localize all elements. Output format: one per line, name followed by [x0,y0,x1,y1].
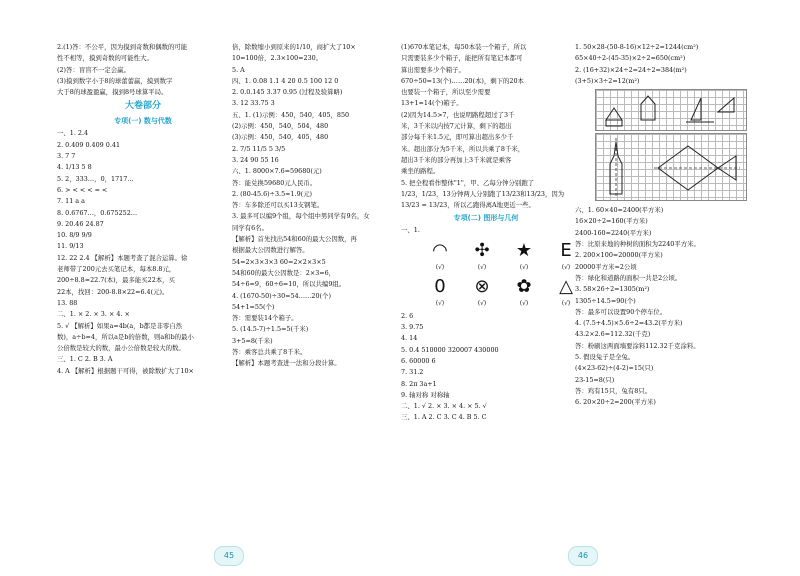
shape-mark: (√) [477,263,487,271]
page-number-right: 46 [568,546,598,566]
text-line: 54和60的最大公因数是：2×3=6， [232,268,336,277]
text-line: 10. 8/9 9/9 [57,231,92,240]
text-line: 二、1. √ 2. × 3. × 4. × 5. √ [401,402,487,411]
text-line: 12. 22 2.4 【解析】本题考查了混合运算。徐 [57,253,188,262]
text-line: 200÷8.8=22.7(本)，最多能买22本，买 [57,276,175,285]
text-line: 答：鸡有15只，兔有8只。 [575,386,652,395]
text-line: 2. 0.0.145 3.37 0.95 (过程及验算略) [232,88,343,97]
text-line: 3+5=8(千米) [232,336,273,345]
text-line: 13/23 = 13/23，所以乙跑得离A地更近一些。 [401,201,535,210]
text-line: (2)因为14.5>7，也说明路程超过了3千 [401,110,515,119]
text-line: 4. 1/13 5 8 [57,163,92,172]
shape-glyph: ★ [515,239,533,261]
text-line: 3. 7 7 [57,152,76,161]
shape-glyph: ✿ [516,275,532,297]
section-title: 大卷部分 [124,101,161,112]
shape-mark: (√) [519,263,529,271]
text-line: 6. 20×20÷2=200(平方米) [575,398,656,407]
text-line: 2. (80-45.6)÷3.5≈1.9(元) [232,189,313,198]
text-line: 【解析】本题考查进一法和分段计算。 [232,359,341,368]
text-line: 答：需要装14个箱子。 [232,314,298,323]
text-line: 同学有6名。 [232,223,269,232]
text-line: 答：绿化和道路的面积一共是2公顷。 [575,273,682,282]
text-line: 7. 31.2 [401,368,424,377]
text-line: 5. 0.4 510000 320007 430000 [401,345,499,354]
text-line: 8. 0.6767…，0.675252… [57,208,138,217]
text-line: 1/23，1/23，13分钟两人分别跑了13/23和13/23，因为 [401,189,565,198]
text-line: 4. 14 [401,334,418,343]
shape-glyph: E [560,239,572,261]
text-line: 5. 把全程看作整体"1"，甲、乙每分钟分别跑了 [401,178,535,187]
text-line: 20000平方米=2公顷 [575,262,637,271]
text-line: 5. 假设兔子是全兔。 [575,353,635,362]
shape-item [505,275,543,309]
text-line: 性不相等，摸到奇数的可能性大。 [57,54,153,63]
text-line: 答：比原来地的种树的面积为2240平方米。 [575,240,700,249]
text-line: 大于8的球盈盈赢，摸到8号球算平局。 [57,88,168,97]
text-line: 算出需要多少个箱子。 [401,65,465,74]
text-line: (2)答：盲盲不一定会赢。 [57,65,130,74]
text-line: 16×20÷2=160(平方米) [575,217,648,226]
text-line: 54=2×3×3×3 60=2×2×3×5 [232,257,326,266]
text-line: 2. 7/5 11/5 5 3/5 [232,144,286,153]
shape-mark: (√) [561,263,571,271]
shape-mark: (√) [561,299,571,307]
text-line: 2. (16+32)×24÷2=24÷2=384(m²) [575,65,687,74]
section-subtitle-2: 专项(二) 图形与几何 [453,214,519,223]
text-line: 10=100倍，2.3×100=230。 [232,54,323,63]
text-line: 670÷50=13(个)……20(本)，剩下的20本 [401,76,524,85]
text-line: 2.(1)答：不公平，因为摸到奇数和偶数的可能 [57,43,188,51]
text-line: 四、1. 0.08 1.1 4 20 0.5 100 12 0 [232,76,339,85]
shape-item [505,239,543,273]
text-line: 三、1. C 2. B 3. A [57,355,113,364]
column-2 [232,42,404,370]
shape-item [463,275,501,309]
text-line: 5. (14.5-7)÷1.5=5(千米) [232,325,309,334]
text-line: 老师带了200元去买笔记本，每本8.8元， [57,265,176,274]
shape-mark: (√) [435,299,445,307]
text-line: 六、1. 8000×7.6=59680(元) [232,167,322,176]
text-line: 6. > < < < = < [57,185,108,194]
text-line: 六、1. 60×40=2400(平方米) [575,206,664,215]
text-line: 6. 60000 6 [401,356,436,365]
grid-figure-transform [595,89,747,131]
text-line: 公倍数是较大的数，最小公倍数是较大的数。 [57,344,185,353]
text-line: 4. (7.5+4.5)×5.6÷2=43.2(平方米) [575,319,683,328]
text-line: 超出3千米的部分再加上3千米就是乘客 [401,155,512,164]
text-line: 65×40÷2-(45-35)×2÷2=650(cm²) [575,54,686,63]
text-line: 1305÷14.5=90(个) [575,296,636,305]
shape-glyph: ◠ [432,239,448,261]
text-line: 2. 6 [401,311,414,320]
text-line: 11. 9/13 [57,242,84,251]
shape-item [463,239,501,273]
symmetry-shapes [421,239,571,309]
text-line: (1)670本笔记本，每50本装一个箱子，所以 [401,43,527,51]
text-line: 43.2×2.6=112.32(千克) [575,330,651,339]
shape-glyph: ✣ [474,239,490,261]
text-line: 一、1. [401,226,420,235]
column-4 [575,42,755,409]
grid-figure-symmetry [595,133,747,201]
text-line: (4×23-62)÷(4-2)=15(只) [575,364,654,373]
text-line: (2)示例：450，540，504，480 [232,122,329,131]
text-line: 54÷6=9，60÷6=10，所以共编9组。 [232,280,346,289]
shape-glyph: 0 [434,275,446,297]
shape-item [421,239,459,273]
column-3 [401,42,571,424]
shape-mark: (√) [477,299,487,307]
text-line: 7. 11 a a [57,197,85,206]
text-line: 5. A [232,65,245,74]
text-line: 3. 12 33.75 3 [232,99,275,108]
text-line: 13+1=14(个)箱子。 [401,99,463,108]
text-line: 3. 58×26÷2=1305(m²) [575,285,650,294]
page-number-left: 45 [214,546,244,566]
text-line: 4. (1670-50)÷30=54……20(个) [232,291,331,300]
text-line: 根据最大公因数进行解答。 [232,246,309,255]
text-line: 5. 2，333…，0，1717… [57,174,134,183]
text-line: 二、1. × 2. × 3. × 4. × [57,310,130,319]
grid-figure-drawing [596,134,746,200]
text-line: 只需要装多少个箱子，能把所有笔记本都可 [401,54,523,63]
text-line: 1. 50×28-(50-8-16)×12÷2=1244(cm²) [575,43,699,51]
shape-glyph: △ [559,275,573,297]
text-line: 22本，找回：200-8.8×22=6.4(元)。 [57,287,169,296]
text-line: 也要装一个箱子，所以至少需要 [401,88,491,97]
text-line: 米，3千米以内按7元计算，剩下的超出 [401,122,512,131]
text-line: 2. 0.409 0.409 0.41 [57,140,121,149]
text-line: 54+1=55(个) [232,302,275,311]
text-line: 数)，a÷b=4，所以a是b的倍数，则a和b的最小 [57,332,194,341]
text-line: (3+5)×3÷2=12(m²) [575,76,640,85]
text-line: 答：乘客总共乘了8千米。 [232,348,307,357]
text-line: (3)示例：450，540，405，480 [232,133,329,142]
shape-item [421,275,459,309]
text-line: 3. 9.75 [401,323,424,332]
text-line: 2. 200×100=20000(平方米) [575,251,663,260]
text-line: (3)摸到数字小于8的球蕾蕾赢，摸到数字 [57,76,173,85]
shape-mark: (√) [435,263,445,271]
text-line: 答：车多除还可以买13支钢笔。 [232,201,324,210]
text-line: 2400-160=2240(平方米) [575,228,652,237]
section-subtitle-1: 专项(一) 数与代数 [114,117,172,126]
column-1 [57,42,229,377]
text-line: 9. 轴对称 对称轴 [401,390,450,399]
text-line: 答：最多可以设置90个停车位。 [575,307,667,316]
text-line: 部分每千米1.5元，即可算出超出多少千 [401,133,514,142]
text-line: 3. 最多可以编9个组，每个组中男同学有9名，女 [232,212,370,221]
text-line: 一、1. 2.4 [57,129,89,138]
grid-figure-drawing [596,90,746,130]
shape-mark: (√) [519,299,529,307]
text-line: 5. √ 【解析】如果a=4b(a，b都是非零自然 [57,321,183,330]
text-line: 乘坐的路程。 [401,167,440,176]
text-line: 8. 2π 3a+1 [401,379,437,388]
text-line: 倍，除数缩小到原来的1/10，商扩大了10× [232,43,356,51]
text-line: 三、1. A 2. C 3. C 4. B 5. C [401,413,487,422]
text-line: 答：能兑换59680元人民币。 [232,178,317,187]
text-line: 23-15=8(只) [575,375,615,384]
text-line: 米。超出部分为5千米，所以共乘了8千米， [401,144,525,153]
text-line: 13. 88 [57,298,78,307]
shape-glyph: ⊗ [474,275,490,297]
text-line: 【解析】首先找出54和60的最大公因数，再 [232,235,357,244]
text-line: 4. A 【解析】根据题干可得，被除数扩大了10× [57,366,194,375]
text-line: 答：粉刷这两面墙要涂料112.32千克涂料。 [575,341,700,350]
text-line: 9. 20.46 24.87 [57,219,104,228]
text-line: 3. 24 90 55 16 [232,155,279,164]
text-line: 五、1. (1)示例：450，540，405，850 [232,110,350,119]
